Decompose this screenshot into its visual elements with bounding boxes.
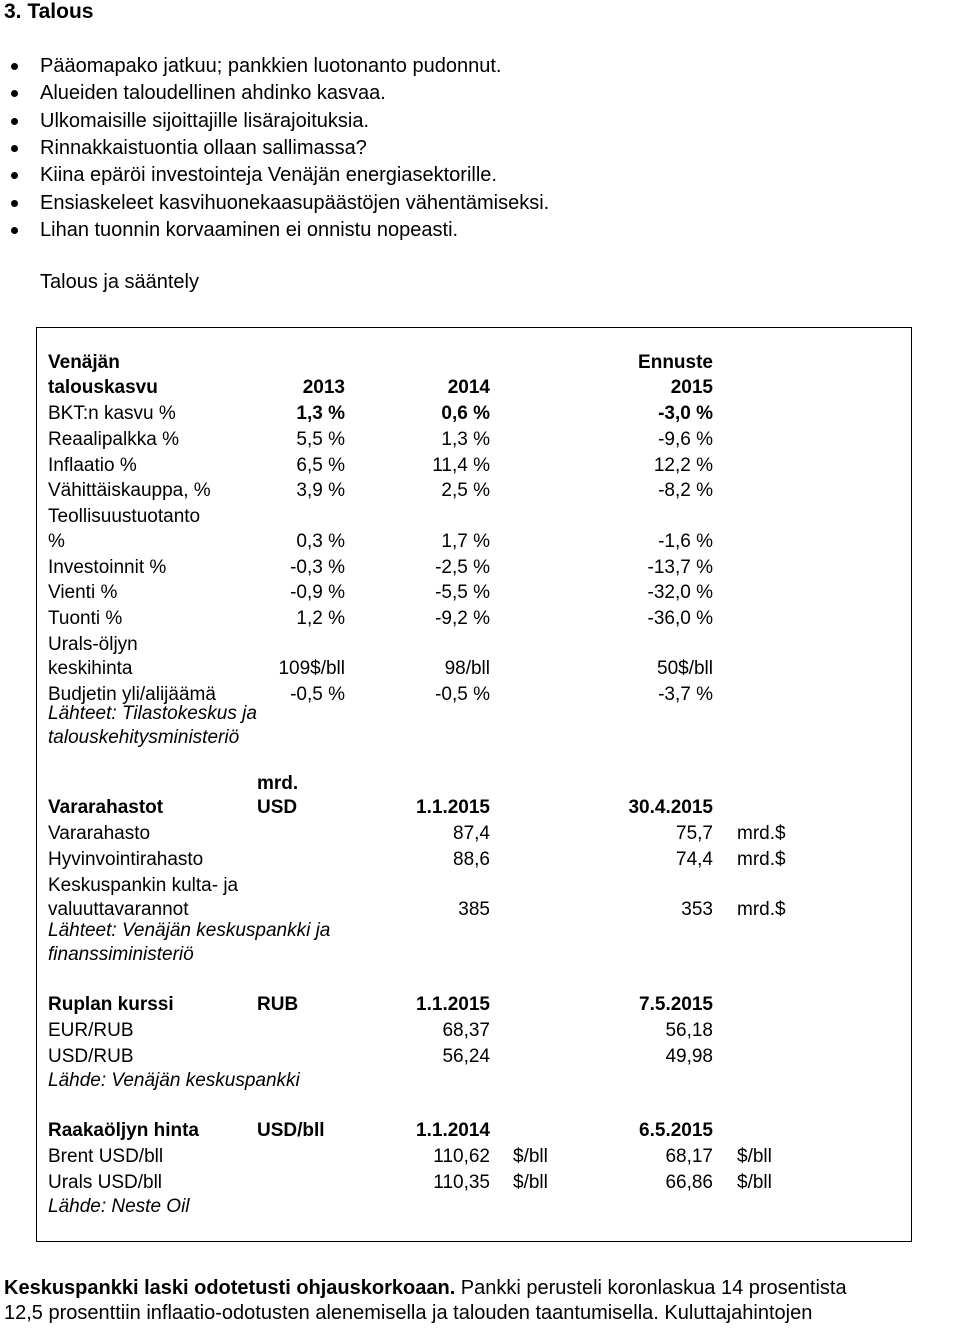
subheading: Talous ja sääntely	[40, 271, 199, 293]
growth-value: 98/bll	[444, 658, 490, 680]
bullet-dot	[11, 118, 18, 125]
ruble-row-label: EUR/RUB	[48, 1020, 134, 1041]
growth-value: 3,9 %	[296, 480, 345, 502]
growth-row-label: Investoinnit %	[48, 556, 167, 578]
growth-value: 12,2 %	[653, 454, 713, 476]
growth-value: 50$/bll	[657, 658, 713, 680]
growth-header-label: talouskasvu	[48, 377, 158, 398]
growth-row-label: Vienti %	[48, 582, 118, 604]
bullet-item: Alueiden taloudellinen ahdinko kasvaa.	[40, 82, 386, 105]
bullet-item: Ensiaskeleet kasvihuonekaasupäästöjen vähentämiseksi.	[40, 191, 550, 214]
reserves-unit: mrd.$	[737, 899, 786, 921]
bullet-dot	[11, 227, 18, 234]
ruble-row-label: USD/RUB	[48, 1045, 134, 1067]
ruble-source: Lähde: Venäjän keskuspankki	[48, 1070, 300, 1091]
bullet-item: Ulkomaisille sijoittajille lisärajoituksia.	[40, 109, 369, 132]
oil-header-label: Raakaöljyn hinta	[48, 1120, 199, 1141]
ruble-value: 68,37	[442, 1020, 490, 1041]
growth-source: Lähteet: Tilastokeskus ja	[48, 703, 257, 724]
growth-row-label: Tuonti %	[48, 608, 123, 630]
oil-header-date: 1.1.2014	[416, 1120, 490, 1141]
reserves-value: 353	[681, 899, 713, 921]
bottom-rest: Pankki perusteli koronlaskua 14 prosentista	[455, 1277, 847, 1299]
bullet-dot	[11, 145, 18, 152]
reserves-header-unit-top: mrd.	[257, 773, 299, 794]
growth-value: -3,7 %	[658, 684, 713, 706]
growth-value: 1,3 %	[441, 428, 490, 450]
growth-value: -9,2 %	[435, 608, 490, 630]
growth-value: 1,3 %	[296, 403, 345, 424]
ruble-value: 49,98	[665, 1045, 713, 1067]
growth-value: -2,5 %	[435, 556, 490, 578]
growth-value: -0,5 %	[290, 684, 345, 706]
ruble-header-unit: RUB	[257, 994, 299, 1015]
oil-row-label: Urals USD/bll	[48, 1171, 163, 1193]
growth-value: -13,7 %	[647, 556, 713, 578]
oil-unit: $/bll	[513, 1171, 548, 1193]
bullet-item: Rinnakkaistuontia ollaan sallimassa?	[40, 136, 367, 159]
growth-value: 5,5 %	[296, 428, 345, 450]
growth-value: -9,6 %	[658, 428, 713, 450]
growth-row-label: %	[48, 530, 65, 552]
growth-value: -32,0 %	[647, 582, 713, 604]
growth-value: 11,4 %	[432, 454, 490, 476]
reserves-header-date: 30.4.2015	[628, 797, 713, 818]
growth-value: 2,5 %	[441, 480, 490, 502]
growth-row-label: Inflaatio %	[48, 454, 137, 476]
growth-row-label-top: Teollisuustuotanto	[48, 506, 201, 528]
oil-row-label: Brent USD/bll	[48, 1146, 164, 1167]
bullet-item: Kiina epäröi investointeja Venäjän energiasektorille.	[40, 164, 497, 187]
growth-value: 109$/bll	[278, 658, 345, 680]
reserves-source: Lähteet: Venäjän keskuspankki ja	[48, 920, 331, 941]
oil-value: 110,62	[433, 1146, 490, 1167]
oil-header-date: 6.5.2015	[639, 1120, 713, 1141]
growth-value: 1,7 %	[441, 530, 490, 552]
reserves-row-label-top: Keskuspankin kulta- ja	[48, 874, 239, 896]
reserves-value: 75,7	[676, 823, 713, 844]
growth-source: talouskehitysministeriö	[48, 727, 240, 748]
ruble-header-date: 7.5.2015	[639, 994, 713, 1015]
growth-header-year: 2015	[670, 377, 713, 398]
oil-value: 68,17	[665, 1146, 713, 1167]
growth-value: -36,0 %	[647, 608, 713, 630]
reserves-row-label: valuuttavarannot	[48, 899, 189, 921]
reserves-header-date: 1.1.2015	[416, 797, 490, 818]
growth-value: -8,2 %	[658, 480, 713, 502]
growth-row-label-top: Urals-öljyn	[48, 633, 138, 655]
reserves-source: finanssiministeriö	[48, 944, 194, 965]
reserves-value: 87,4	[453, 823, 490, 844]
growth-row-label: Reaalipalkka %	[48, 428, 179, 450]
growth-value: -5,5 %	[435, 582, 490, 604]
growth-header-label-top: Venäjän	[48, 352, 120, 373]
reserves-unit: mrd.$	[737, 848, 786, 870]
oil-value: 66,86	[665, 1171, 713, 1193]
growth-row-label: Budjetin yli/alijäämä	[48, 684, 216, 706]
growth-value: 0,3 %	[296, 530, 345, 552]
ruble-value: 56,24	[442, 1045, 490, 1067]
reserves-row-label: Vararahasto	[48, 823, 151, 844]
reserves-value: 74,4	[676, 848, 713, 870]
bottom-paragraph-line-1	[4, 1277, 847, 1299]
growth-value: 0,6 %	[441, 403, 490, 424]
reserves-value: 385	[458, 899, 490, 921]
oil-value: 110,35	[433, 1171, 490, 1193]
oil-unit: $/bll	[737, 1171, 772, 1193]
growth-row-label: keskihinta	[48, 658, 133, 680]
growth-value: -1,6 %	[658, 530, 713, 552]
oil-source: Lähde: Neste Oil	[48, 1196, 190, 1217]
growth-header-year: 2014	[447, 377, 490, 398]
growth-row-label: Vähittäiskauppa, %	[48, 480, 211, 502]
growth-row-label: BKT:n kasvu %	[48, 403, 176, 424]
growth-header-forecast: Ennuste	[638, 352, 713, 373]
growth-header-year: 2013	[302, 377, 345, 398]
growth-value: 1,2 %	[296, 608, 345, 630]
section-heading: 3. Talous	[4, 0, 94, 23]
reserves-row-label: Hyvinvointirahasto	[48, 848, 204, 870]
reserves-unit: mrd.$	[737, 823, 786, 844]
ruble-header-label: Ruplan kurssi	[48, 994, 174, 1015]
reserves-header-label: Vararahastot	[48, 797, 164, 818]
bullet-dot	[11, 90, 18, 97]
bullet-item: Pääomapako jatkuu; pankkien luotonanto pudonnut.	[40, 55, 502, 77]
ruble-value: 56,18	[665, 1020, 713, 1041]
bullet-dot	[11, 172, 18, 179]
oil-unit: $/bll	[737, 1146, 772, 1167]
bottom-bold-lead: Keskuspankki laski odotetusti ohjauskorkoaan.	[4, 1277, 456, 1299]
growth-value: -0,9 %	[290, 582, 345, 604]
bullet-dot	[11, 200, 18, 207]
reserves-header-unit: USD	[257, 797, 298, 818]
growth-value: -0,3 %	[290, 556, 345, 578]
bullet-item: Lihan tuonnin korvaaminen ei onnistu nopeasti.	[40, 218, 459, 241]
ruble-header-date: 1.1.2015	[416, 994, 490, 1015]
bottom-paragraph-line-2: 12,5 prosenttiin inflaatio-odotusten alenemisella ja talouden taantumisella. Kuluttajahintojen	[4, 1302, 813, 1324]
growth-value: -3,0 %	[658, 403, 713, 424]
oil-header-unit: USD/bll	[257, 1120, 325, 1141]
growth-value: 6,5 %	[296, 454, 345, 476]
oil-unit: $/bll	[513, 1146, 548, 1167]
reserves-value: 88,6	[453, 848, 490, 870]
growth-value: -0,5 %	[435, 684, 490, 706]
bullet-dot	[11, 63, 18, 70]
